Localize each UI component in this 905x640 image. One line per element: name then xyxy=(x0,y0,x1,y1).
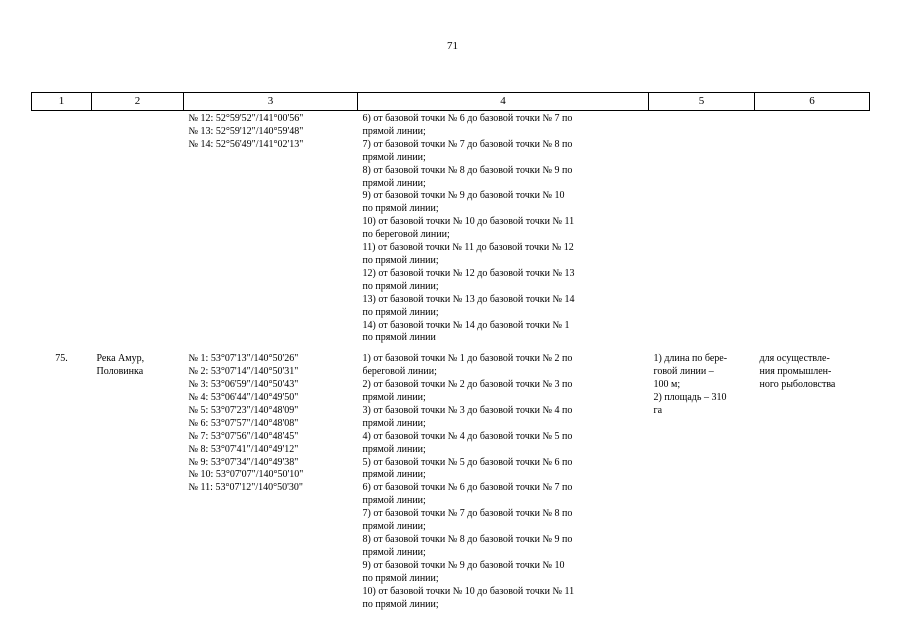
fishing-areas-table xyxy=(31,92,870,611)
boundary-line: 10) от базовой точки № 10 до базовой точки № 11 xyxy=(362,585,575,597)
boundary-line: прямой линии; xyxy=(362,443,426,455)
boundary-line: 3) от базовой точки № 3 до базовой точки № 4 по xyxy=(362,404,573,416)
area-size-cell xyxy=(649,345,755,611)
table-row-75 xyxy=(32,345,870,611)
page-number: 71 xyxy=(447,40,458,52)
column-header-5: 5 xyxy=(649,93,755,111)
boundary-line: прямой линии; xyxy=(362,151,426,163)
boundary-line: по прямой линии; xyxy=(362,306,439,318)
purpose-cell xyxy=(755,345,870,611)
area-size-line: га xyxy=(653,404,663,416)
area-name-cell xyxy=(92,111,184,346)
boundary-line: 6) от базовой точки № 6 до базовой точки № 7 по xyxy=(362,113,573,124)
boundary-line: 7) от базовой точки № 7 до базовой точки № 8 по xyxy=(362,508,573,520)
boundary-line: 10) от базовой точки № 10 до базовой точки № 11 xyxy=(362,216,575,228)
column-header-6: 6 xyxy=(755,93,870,111)
column-number-header-row xyxy=(32,93,870,111)
purpose-line: для осуществле- xyxy=(759,353,830,365)
purpose-line: ния промышлен- xyxy=(759,366,832,378)
boundary-line: прямой линии; xyxy=(362,125,426,137)
coordinate-line: № 14: 52°56'49"/141°02'13" xyxy=(188,138,304,150)
boundary-line: береговой линии; xyxy=(362,366,437,378)
column-header-2: 2 xyxy=(92,93,184,111)
coordinates-cell xyxy=(184,111,358,346)
coordinate-line: № 12: 52°59'52"/141°00'56" xyxy=(188,113,304,124)
column-header-3: 3 xyxy=(184,93,358,111)
purpose-line: ного рыболовства xyxy=(759,379,836,391)
boundary-line: по прямой линии; xyxy=(362,572,439,584)
area-size-line: 2) площадь – 310 xyxy=(653,392,727,404)
boundary-line: по прямой линии; xyxy=(362,598,439,610)
boundary-line: 12) от базовой точки № 12 до базовой точки № 13 xyxy=(362,267,575,279)
column-header-4: 4 xyxy=(358,93,649,111)
area-name-cell xyxy=(92,345,184,611)
boundary-line: 9) от базовой точки № 9 до базовой точки № 10 xyxy=(362,559,565,571)
coordinate-line: № 5: 53°07'23"/140°48'09" xyxy=(188,404,299,416)
boundary-line: 8) от базовой точки № 8 до базовой точки № 9 по xyxy=(362,534,573,545)
boundary-line: 13) от базовой точки № 13 до базовой точки № 14 xyxy=(362,293,575,305)
boundary-line: 2) от базовой точки № 2 до базовой точки № 3 по xyxy=(362,379,573,391)
area-size-cell xyxy=(649,111,755,346)
boundary-line: 14) от базовой точки № 14 до базовой точки № 1 xyxy=(362,319,570,331)
area-size-line: говой линии – xyxy=(653,366,714,378)
boundary-line: 8) от базовой точки № 8 до базовой точки № 9 по xyxy=(362,164,573,176)
boundary-line: по прямой линии; xyxy=(362,203,439,215)
coordinate-line: № 4: 53°06'44"/140°49'50" xyxy=(188,392,299,404)
area-size-line: 100 м; xyxy=(653,379,681,391)
coordinate-line: № 2: 53°07'14"/140°50'31" xyxy=(188,366,299,378)
boundary-line: прямой линии; xyxy=(362,521,426,533)
boundary-line: прямой линии; xyxy=(362,392,426,404)
boundary-line: 9) от базовой точки № 9 до базовой точки № 10 xyxy=(362,190,565,202)
coordinate-line: № 11: 53°07'12"/140°50'30" xyxy=(188,482,303,494)
boundary-line: 6) от базовой точки № 6 до базовой точки № 7 по xyxy=(362,482,573,494)
area-size-line: 1) длина по бере- xyxy=(653,353,728,365)
table-row-continuation xyxy=(32,111,870,346)
coordinates-cell xyxy=(184,345,358,611)
coordinate-line: № 8: 53°07'41"/140°49'12" xyxy=(188,443,299,455)
coordinate-line: № 7: 53°07'56"/140°48'45" xyxy=(188,430,299,442)
boundary-line: прямой линии; xyxy=(362,177,426,189)
area-name-line: Река Амур, xyxy=(96,353,145,365)
coordinate-line: № 10: 53°07'07"/140°50'10" xyxy=(188,469,304,481)
boundary-line: 1) от базовой точки № 1 до базовой точки № 2 по xyxy=(362,353,573,365)
boundary-description-cell xyxy=(358,111,649,346)
coordinate-line: № 6: 53°07'57"/140°48'08" xyxy=(188,417,299,429)
column-header-1: 1 xyxy=(32,93,92,111)
coordinate-line: № 13: 52°59'12"/140°59'48" xyxy=(188,125,304,137)
boundary-line: 7) от базовой точки № 7 до базовой точки № 8 по xyxy=(362,138,573,150)
boundary-line: по прямой линии; xyxy=(362,254,439,266)
boundary-line: прямой линии; xyxy=(362,546,426,558)
boundary-line: по прямой линии xyxy=(362,332,436,344)
boundary-line: по прямой линии; xyxy=(362,280,439,292)
boundary-line: прямой линии; xyxy=(362,469,426,481)
boundary-line: 5) от базовой точки № 5 до базовой точки № 6 по xyxy=(362,456,573,468)
boundary-line: по береговой линии; xyxy=(362,229,450,241)
boundary-line: прямой линии; xyxy=(362,417,426,429)
purpose-cell xyxy=(755,111,870,346)
row-number-cell: 75. xyxy=(55,353,68,365)
coordinate-line: № 9: 53°07'34"/140°49'38" xyxy=(188,456,299,468)
coordinate-line: № 3: 53°06'59"/140°50'43" xyxy=(188,379,299,391)
boundary-line: 11) от базовой точки № 11 до базовой точки № 12 xyxy=(362,242,574,254)
area-name-line: Половинка xyxy=(96,366,144,378)
boundary-line: 4) от базовой точки № 4 до базовой точки № 5 по xyxy=(362,430,573,442)
boundary-line: прямой линии; xyxy=(362,495,426,507)
coordinate-line: № 1: 53°07'13"/140°50'26" xyxy=(188,353,299,365)
row-number-cell xyxy=(32,111,92,346)
boundary-description-cell xyxy=(358,345,649,611)
